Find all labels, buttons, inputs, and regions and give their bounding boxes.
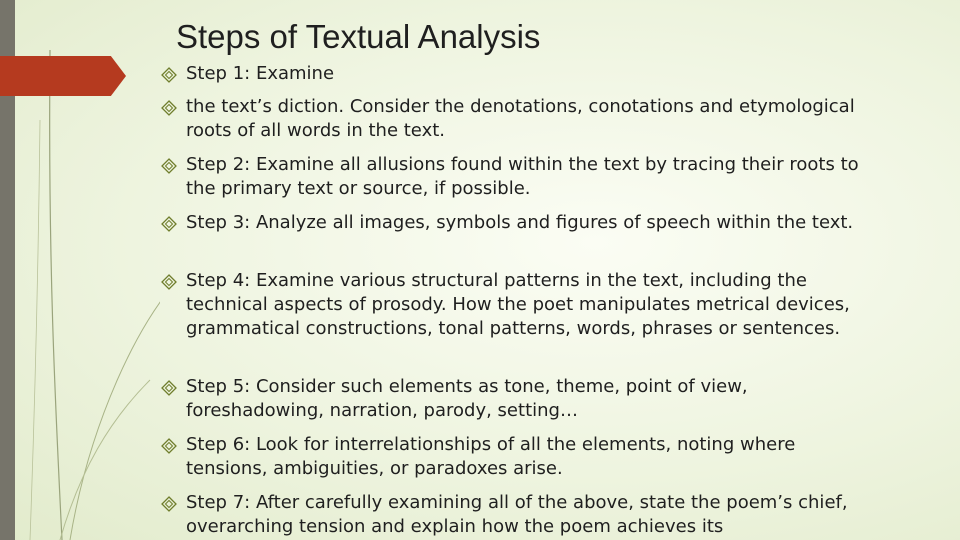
bullet-item: [160, 153, 880, 201]
bullet-item: [160, 62, 880, 86]
bullet-text: the text’s diction. Consider the denotations, conotations and etymological roots of all words in the text.: [186, 96, 855, 141]
diamond-outline-icon: [160, 437, 178, 455]
bullet-text: Step 7: After carefully examining all of the above, state the poem’s chief, overarching tension and explain how the poem achieves its: [186, 492, 848, 537]
diamond-outline-icon: [160, 157, 178, 175]
bullet-item: [160, 211, 880, 235]
title-accent-arrow: [0, 56, 126, 96]
bullet-text: Step 5: Consider such elements as tone, theme, point of view, foreshadowing, narration, parody, setting…: [186, 376, 748, 421]
diamond-outline-icon: [160, 495, 178, 513]
bullet-text: Step 3: Analyze all images, symbols and figures of speech within the text.: [186, 212, 854, 233]
slide-title: Steps of Textual Analysis: [176, 18, 541, 55]
bullet-item: [160, 269, 880, 341]
bullet-item: [160, 95, 880, 143]
bullet-text: Step 2: Examine all allusions found within the text by tracing their roots to the primary text or source, if possible.: [186, 154, 859, 199]
bullet-text: Step 6: Look for interrelationships of all the elements, noting where tensions, ambiguities, or paradoxes arise.: [186, 434, 796, 479]
diamond-outline-icon: [160, 215, 178, 233]
diamond-outline-icon: [160, 99, 178, 117]
bullet-item: [160, 375, 880, 423]
diamond-outline-icon: [160, 66, 178, 84]
bullet-text: Step 1: Examine: [186, 63, 335, 84]
diamond-outline-icon: [160, 379, 178, 397]
bullet-item: [160, 491, 880, 539]
diamond-outline-icon: [160, 273, 178, 291]
bullet-text: Step 4: Examine various structural patterns in the text, including the technical aspects of prosody. How the poet manipulates metrical devices, grammatical constructions, tonal patterns, words, phrases or sentences.: [186, 270, 850, 339]
bullet-item: [160, 433, 880, 481]
